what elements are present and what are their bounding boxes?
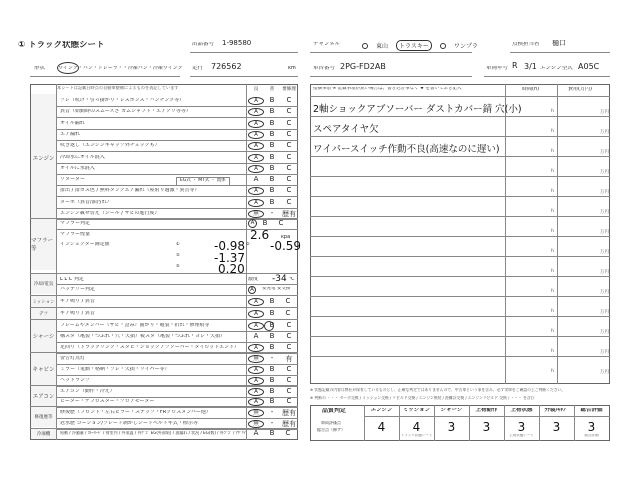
shape-selected-circle [57, 62, 79, 74]
checks-note: 本シートは記載日時点の自動車整備によるものを表記しています [57, 86, 179, 90]
trans-grade: A B C [248, 297, 296, 306]
grade-a [248, 408, 264, 418]
grade-c: 有 [285, 355, 293, 363]
grade-circle: A [248, 187, 264, 195]
grade-a [248, 164, 264, 173]
muffler-smoke-value: 2.6 [250, 228, 270, 242]
coolant-item: 始動 / 冷風量 / ｽﾄｰﾀｰﾄﾞ / 荷室内 / 外気温 / 外ﾌﾟｺﾞ EG(外部始) / 油漏れ / 状況 / EG(数) / 外ﾌﾟｺﾞ / ｱﾜﾞﾘｲ [60, 431, 246, 435]
battery-label: バッテリー判定 [60, 287, 96, 292]
section-llc: 冷却/電気 [31, 274, 56, 294]
grade-b: B [269, 387, 275, 395]
muffler-smoke-unit: kpa [281, 235, 291, 240]
checks.chassis_items-item-label: フレームやメンバー（サビ・歪み）曲がり・亀裂・折れ・修理痕等 [60, 323, 210, 328]
checks.engine_items-item-grade [248, 186, 298, 195]
grade-c: C [286, 387, 292, 395]
channel-list [362, 40, 478, 51]
time-unit: h [551, 249, 554, 254]
grade-circle: A [248, 388, 264, 396]
checks.engine_items-item-grade [248, 130, 298, 139]
injector-1: -0.98 [214, 239, 246, 253]
grade-a [248, 107, 264, 116]
cost-unit: 万円 [600, 270, 609, 275]
exhibit-label: 出品番号 [192, 42, 215, 47]
rating-note: 総合評価 [584, 434, 599, 437]
checks.engine_items-item-label: オイル漏れ [60, 120, 85, 126]
col-repair: 要修理 [282, 87, 296, 92]
grade-b: B [269, 331, 275, 340]
col-normal: 普 [269, 87, 275, 92]
grade-a [248, 141, 264, 150]
checks.repair_items-item-grade [248, 419, 298, 429]
cost-unit: 万円 [600, 310, 609, 315]
rating-value: 3 [587, 420, 596, 434]
grade-a [248, 376, 264, 385]
grade-a [248, 119, 264, 128]
rating-header: 総合評価 [580, 408, 603, 413]
page-title: ① トラック状態シート [18, 41, 105, 50]
grade-c: C [286, 175, 292, 184]
llc-temp-unit: ℃ [289, 277, 295, 282]
time-unit: h [551, 129, 554, 134]
grade-b: B [269, 321, 275, 329]
time-unit: h [551, 369, 554, 374]
llc-temp-label: 濃度 [248, 277, 259, 282]
checks.engine_items-item-grade [248, 198, 298, 207]
time-unit: h [551, 289, 554, 294]
cost-unit: 万円 [600, 150, 609, 155]
channel-3: ワンプラ [453, 43, 478, 50]
grade-c: C [286, 342, 292, 351]
grade-a [248, 343, 264, 352]
footnote-2: ※ 判断の ・・・ ターボ交換 / ミッション交換 / リビルド交換 / エンジン換装 / 距離計交換 / エンジンリビルド 交換 / ・・・ を含む [310, 396, 535, 400]
grade-b: B [269, 96, 275, 104]
grade-c: C [286, 152, 292, 161]
rating-header: 外装/ｷｬﾌﾞ [544, 408, 569, 413]
cost-unit: 万円 [600, 130, 609, 135]
shape-label: 形状 [34, 66, 46, 71]
time-unit: h [551, 329, 554, 334]
injector-2: -0.59 [270, 239, 302, 253]
checks.engine_items-item-label: ターボ（異音/油汚れ） [60, 199, 112, 205]
shape-options: ウイング・バン・トレーラ・・冷凍バン・冷凍ウイング [58, 66, 183, 71]
exhibit-number: 1-98580 [222, 40, 252, 47]
checks-col-headers [248, 86, 298, 92]
plate-label: 車台番号 [313, 66, 336, 71]
checks.engine_items-item-label: 吹き返し（エンジンキャップ外チェックも） [60, 143, 160, 149]
section-ac: エアコン [31, 386, 56, 406]
time-unit: h [551, 229, 554, 234]
grade-b: B [269, 129, 275, 138]
grade-b: - [270, 418, 274, 427]
time-unit: h [551, 109, 554, 114]
time-unit: h [551, 349, 554, 354]
muffler-smoke-label: マフラー煙量 [60, 232, 91, 237]
inspector-label: 点検担当者 [512, 42, 540, 47]
reg-era: R [512, 62, 518, 70]
time-unit: h [551, 149, 554, 154]
plate-value: 2PG-FD2AB [340, 63, 386, 71]
grade-c: 歴有 [282, 409, 296, 417]
checks.engine_items-item-grade [248, 96, 298, 105]
grade-a [248, 130, 264, 139]
rating-header: 上物状態 [510, 408, 533, 413]
cost-unit: 万円 [600, 350, 609, 355]
rating-value: 3 [447, 420, 456, 434]
grade-b: B [269, 342, 275, 351]
checks.ac_items-item-label: ヒーター・デフロスター・ブロアモーター [60, 399, 155, 404]
reg-label: 車両年号 [486, 66, 509, 71]
checks.chassis_items-item-grade [248, 343, 298, 352]
checks.engine_items-item-label: 冷却水にオイル混入 [60, 154, 105, 160]
time-unit: h [551, 269, 554, 274]
grade-circle: A [248, 154, 264, 162]
cost-unit: 万円 [600, 290, 609, 295]
checks.cabin_items-item-grade [248, 376, 298, 385]
grade-circle: A [248, 131, 264, 139]
time-unit: h [551, 309, 554, 314]
rating-value: 3 [482, 420, 491, 434]
grade-circle: A [248, 322, 264, 330]
checks.engine_items-item-label: ブレ（吹け・引っ掛かり・レスポンス・ハンチング等） [60, 98, 185, 103]
trans-item: ギア鳴り / 異音 [60, 299, 95, 304]
checks.engine_items-item-grade [248, 119, 298, 128]
checks.cabin_items-item-label: ヘッドランプ [60, 377, 91, 383]
grade-c: 歴有 [282, 210, 296, 218]
grade-a [248, 198, 264, 207]
rating-header: エンジン [370, 408, 393, 413]
muffler-judge-label: マフラー判定 [60, 221, 91, 226]
section-engine: エンジン [31, 94, 56, 222]
ratings-sub2: 総合点（修ア） [317, 428, 345, 432]
section-chassis: シャーシ [31, 320, 56, 352]
checks.engine_items-item-grade [248, 175, 298, 183]
checks.repair_items-item-grade [248, 408, 298, 418]
grade-circle: A [248, 165, 264, 173]
cost-unit: 万円 [600, 250, 609, 255]
grade-c: C [286, 107, 292, 116]
grade-circle: 無 [248, 210, 264, 218]
section-diff: デフ [31, 308, 56, 319]
rating-header: シャーシ [440, 408, 463, 413]
checks.chassis_items-item-label: 足回り（ドラッグリンク・スタビ・ショックアブソーバー・タイロッドエンド） [60, 344, 240, 350]
battery-grade-a: A [248, 286, 256, 294]
battery-opts: 要充電 要交換 [262, 287, 291, 291]
ratings-label: 品質判定 [322, 408, 347, 414]
mileage-unit: km [288, 66, 296, 71]
grade-b: - [270, 209, 274, 217]
grade-b: B [269, 197, 275, 206]
grade-c: C [286, 129, 292, 138]
grade-b: - [270, 354, 274, 362]
rating-note: トラック状態シート [400, 434, 433, 437]
footnote-1: ※ 状態記載の内容は弊社が保有しているものとし、正確な判定ではありませんので、中古車という事を含み、必ず実車をご確認の上ご判断ください。 [310, 388, 566, 392]
mileage-value: 726562 [211, 63, 242, 71]
section-coolant: 冷凍機 [31, 429, 56, 439]
grade-b: B [269, 118, 275, 127]
injector-5: 0.20 [218, 262, 245, 276]
rating-value: 3 [552, 420, 561, 434]
checks.engine_items-item-label: 異音（始動時のスムーズさ カムシャフト・エアクリ等等） [60, 109, 191, 115]
grade-a [248, 419, 264, 429]
grade-b: B [269, 107, 275, 116]
grade-b: B [269, 397, 275, 405]
inspector-name: 樋口 [552, 40, 566, 47]
mileage-label: 走行 [192, 66, 204, 71]
cost-unit: 万円 [600, 330, 609, 335]
grade-b: B [269, 141, 275, 150]
section-trans: ミッション [31, 296, 56, 307]
grade-c: C [286, 186, 292, 195]
grade-circle: A [248, 142, 264, 150]
coolant-grade: A B C [253, 429, 291, 437]
injector-label: インジェクター測定値 [60, 242, 110, 247]
chassis-b-circle [264, 321, 274, 331]
checks.engine_items-item-grade [248, 153, 298, 162]
checks.ac_items-item-grade [248, 387, 298, 396]
channel-label: チャンネル [313, 42, 341, 47]
checks.engine_items-item-label: エンジン載せ替え（シール / サビの進行度） [60, 211, 160, 216]
grade-circle: A [248, 344, 264, 352]
grade-circle: A [248, 97, 264, 105]
grade-b: B [269, 375, 275, 384]
rating-note: 上物状態シート [509, 434, 534, 437]
grade-a [248, 365, 264, 374]
llc-temp-value: -34 [272, 274, 287, 284]
rating-value: 3 [517, 420, 526, 434]
grade-circle: A [248, 108, 264, 116]
engine-label: エンジン型式 [540, 66, 573, 71]
grade-b: B [269, 175, 275, 184]
remark-item: スペアタイヤ欠 [313, 124, 379, 135]
grade-a [248, 397, 264, 406]
checks.ac_items-item-label: エアコン（動作・冷え） [60, 389, 115, 394]
time-unit: h [551, 169, 554, 174]
grade-b: B [269, 163, 275, 172]
cost-unit: 万円 [600, 110, 609, 115]
checks.chassis_items-item-grade [248, 332, 298, 340]
grade-b: - [270, 408, 274, 416]
grade-circle: A [248, 377, 264, 385]
cost-header: 費用(万円) [568, 87, 592, 92]
grade-circle: A [248, 120, 264, 128]
grade-c: C [286, 364, 292, 373]
rating-value: 4 [377, 420, 386, 434]
grade-c: C [286, 118, 292, 127]
rating-header: ミッション [402, 408, 431, 413]
cost-unit: 万円 [600, 210, 609, 215]
cost-unit: 万円 [600, 230, 609, 235]
cost-unit: 万円 [600, 370, 609, 375]
grade-c: C [286, 321, 292, 329]
grade-a [248, 186, 264, 195]
injector-3: -1.37 [214, 251, 246, 265]
time-header: 時間(h) [522, 87, 540, 92]
time-unit: h [551, 209, 554, 214]
grade-a: A [253, 331, 259, 340]
checks.cabin_items-item-label: 警告灯点灯 [60, 356, 86, 361]
grade-a [248, 321, 264, 330]
section-repair: 修復歴等 [31, 407, 56, 427]
remark-item: ワイパースイッチ作動不良(高速なのに遅い) [313, 144, 500, 155]
checks.engine_items-item-label: 排出 / 排ガス色 / 無料タンクエア漏れ（屋射り過激・異音等） [60, 188, 200, 194]
engine-value: A05C [578, 63, 600, 71]
checks.engine_items-item-label: リターダー [60, 177, 86, 183]
checks.engine_items-item-label: オイルに水混入 [60, 165, 95, 171]
grade-a [248, 354, 264, 364]
checks.repair_items-item-label: 冠水歴 コーション/ブレート剥がしシートベルト年式・標示等 [60, 420, 198, 426]
llc-label: L L C 判定 [60, 277, 84, 282]
grade-b: B [269, 186, 275, 195]
grade-circle: 無 [248, 355, 264, 363]
remark-item: 2軸ショックアブソーバー ダストカバー錆 穴(小) [313, 104, 522, 115]
reg-ym: 3/1 [524, 63, 537, 71]
diff-grade: A B C [248, 309, 296, 318]
retarder-options: EG式 ・ MT式 ・ 流体 [176, 177, 230, 186]
cost-unit: 万円 [600, 170, 609, 175]
checks.repair_items-item-label: 修復歴（フロント・左右ピラー・ステップ・FRクロスメンバー他） [60, 410, 211, 415]
channel-2: トラスキー [399, 43, 429, 50]
checks.engine_items-item-label: エア漏れ [60, 131, 81, 137]
muffler-judge-grade: A B C [248, 219, 289, 228]
grade-circle: A [248, 199, 264, 207]
section-cabin: キャビン [31, 353, 56, 385]
rating-header: 上物動作 [475, 408, 498, 413]
checks.cabin_items-item-label: ミラー（電動・格納・ブレ・欠損・ワイパー等） [60, 366, 170, 372]
diff-item: ギア鳴り / 異音 [60, 311, 95, 316]
grade-c: C [286, 141, 292, 150]
section-muffler: マフラー等 [31, 218, 56, 270]
grade-circle: A [248, 398, 264, 406]
grade-b: B [269, 152, 275, 161]
grade-c: C [286, 375, 292, 384]
grade-c: C [286, 197, 292, 206]
checks.cabin_items-item-grade [248, 365, 298, 374]
grade-circle: 無 [248, 409, 264, 417]
channel-1: 東山 [376, 43, 389, 50]
col-good: 良 [253, 87, 259, 92]
grade-b: B [269, 364, 275, 373]
ratings-sub1: 車両評価点 [321, 421, 341, 425]
grade-a [248, 153, 264, 162]
checks.engine_items-item-grade [248, 141, 298, 150]
grade-a [248, 387, 264, 396]
checks.engine_items-item-grade [248, 107, 298, 116]
grade-a [248, 96, 264, 105]
checks.chassis_items-item-label: 構スダ（亀裂・つぶれ・穴・欠損）板スダ（亀裂・つぶれ・ヨレ・欠損） [60, 333, 226, 339]
checks.ac_items-item-grade [248, 397, 298, 406]
time-unit: h [551, 189, 554, 194]
cost-unit: 万円 [600, 190, 609, 195]
grade-circle: 無 [248, 420, 264, 428]
grade-c: C [286, 163, 292, 172]
checks.engine_items-item-grade [248, 164, 298, 173]
grade-c: C [286, 397, 292, 405]
grade-circle: A [248, 366, 264, 374]
checks.cabin_items-item-grade [248, 354, 298, 364]
rating-value: 4 [412, 420, 421, 434]
grade-c: C [286, 96, 292, 104]
grade-c: 歴有 [282, 419, 296, 428]
remarks-header: 指摘事項 ※ 記載事項が無い場合は、書き込む事なく ★ を書いておき記入 [313, 87, 462, 91]
grade-a: A [253, 175, 259, 184]
grade-c: C [286, 331, 292, 340]
